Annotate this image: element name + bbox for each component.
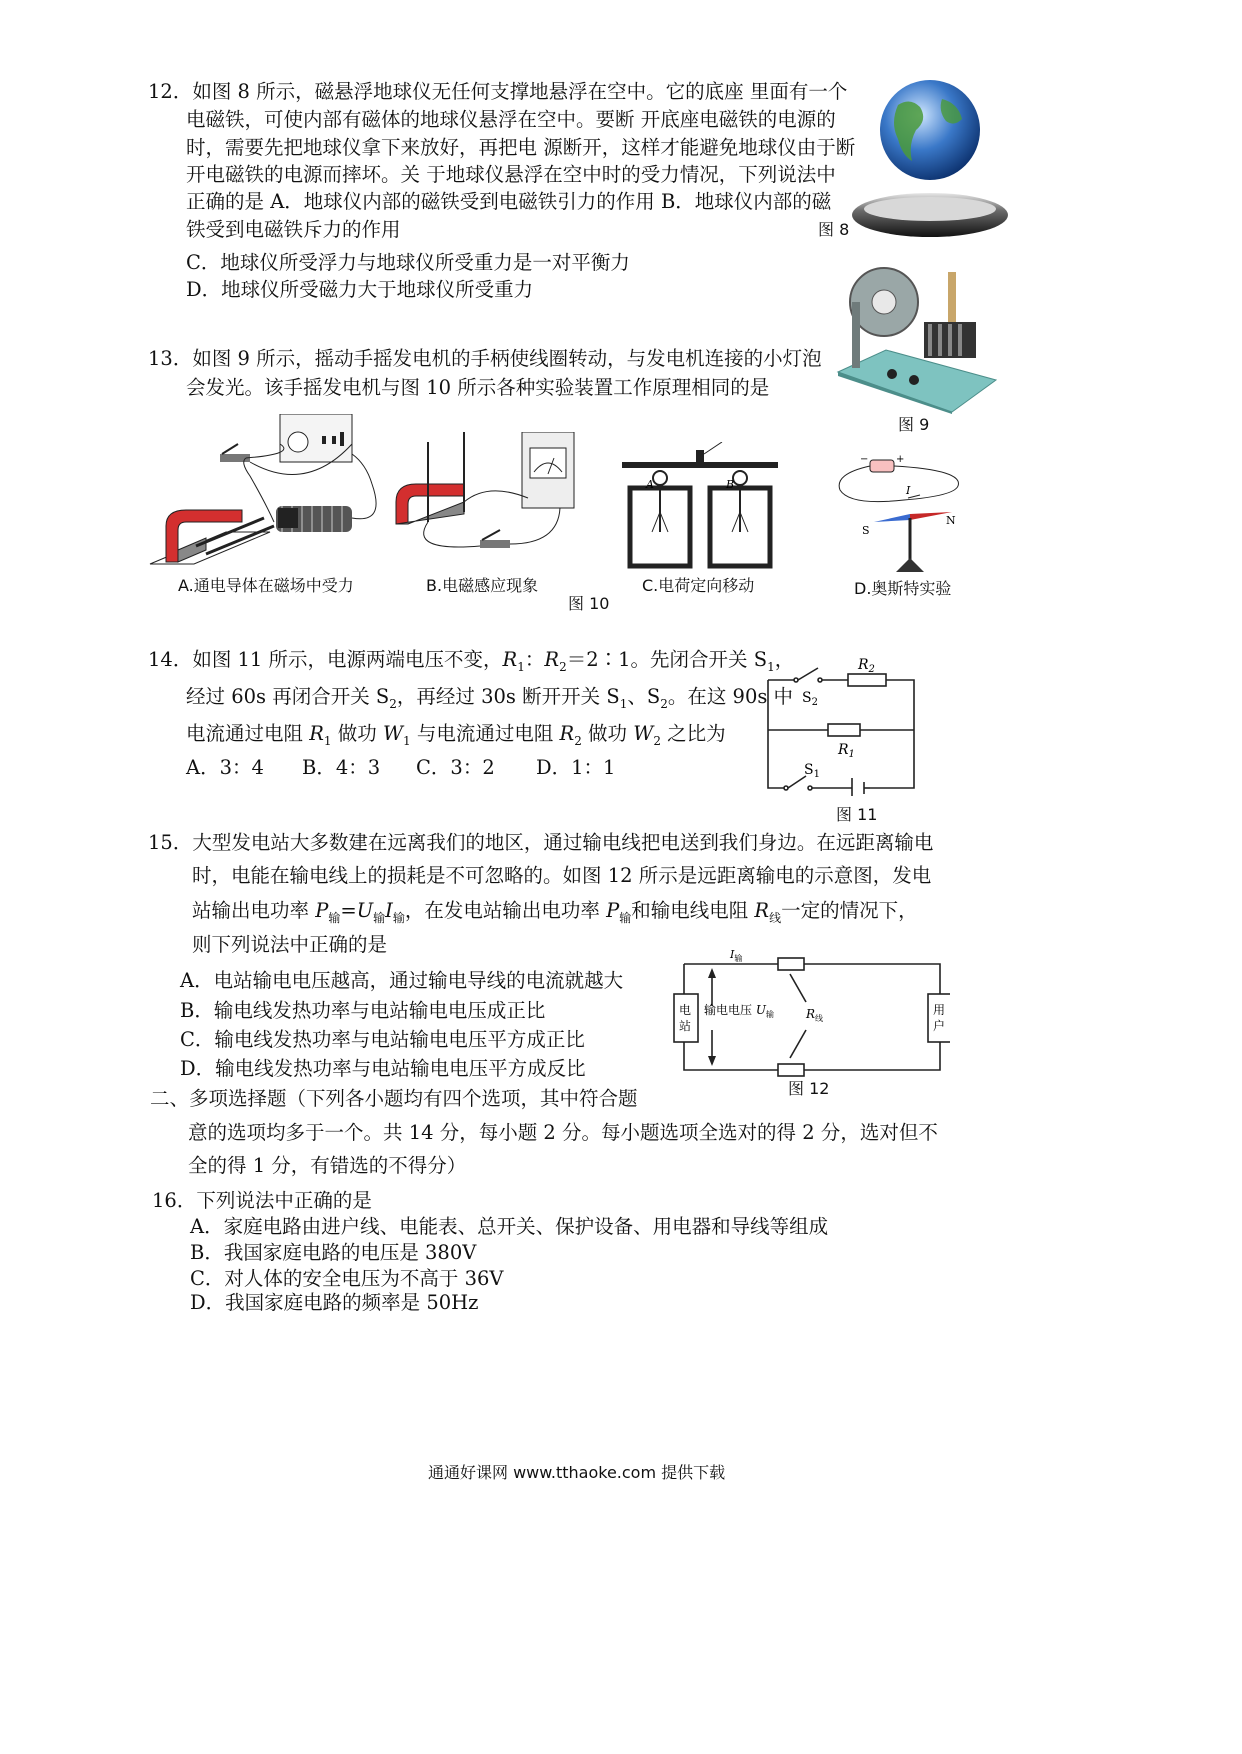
q15-line-3: 站输出电功率 $P_输=U_输I_输$，在发电站输出电功率 $P_输$和输电线电阻 $R_线$一定的情况下，	[192, 899, 918, 925]
q15-option-c: C．输电线发热功率与电站输电电压平方成正比	[180, 1028, 585, 1051]
q14-line-3: 电流通过电阻 $R_1$ 做功 $W_1$ 与电流通过电阻 $R_2$ 做功 $W_2$ 之比为	[186, 722, 726, 748]
q14-option-d: D．1：1	[536, 756, 616, 779]
q16-option-d: D．我国家庭电路的频率是 50Hz	[190, 1291, 479, 1314]
label-current: $I_输$	[730, 950, 743, 963]
figure-10b-apparatus	[388, 432, 578, 570]
figure-9-label: 图 9	[898, 415, 930, 434]
q15-option-a: A．电站输电电压越高，通过输电导线的电流就越大	[180, 969, 624, 992]
section-2-line-3: 全的得 1 分，有错选的不得分）	[188, 1154, 467, 1177]
svg-text:−: −	[860, 454, 869, 465]
q13-line-2: 会发光。该手摇发电机与图 10 所示各种实验装置工作原理相同的是	[186, 376, 770, 399]
q15-line-2: 时，电能在输电线上的损耗是不可忽略的。如图 12 所示是远距离输电的示意图，发电	[192, 864, 932, 887]
label-station-2: 站	[679, 1019, 692, 1033]
q15-line-4: 则下列说法中正确的是	[192, 933, 388, 956]
label-s1: $S_1$	[804, 762, 820, 780]
section-2-line-1: 二、多项选择题（下列各小题均有四个选项，其中符合题	[150, 1087, 638, 1110]
figure-8-label: 图 8	[818, 220, 850, 239]
label-station-1: 电	[679, 1003, 692, 1017]
label-a: A	[646, 478, 654, 491]
q12-option-d: D．地球仪所受磁力大于地球仪所受重力	[186, 278, 534, 301]
q16-option-b: B．我国家庭电路的电压是 380V	[190, 1241, 477, 1264]
figure-10a-apparatus	[146, 414, 382, 576]
label-r2: $R_2$	[858, 657, 875, 675]
figure-11-label: 图 11	[836, 805, 878, 824]
label-voltage: 输电电压 $U_输$	[704, 1003, 774, 1019]
q15-option-d: D．输电线发热功率与电站输电电压平方成反比	[180, 1057, 586, 1080]
q13-line-1: 13．如图 9 所示，摇动手摇发电机的手柄使线圈转动，与发电机连接的小灯泡	[148, 347, 822, 370]
svg-text:+: +	[896, 454, 905, 465]
q14-option-b: B．4：3	[302, 756, 381, 779]
figure-12-transmission	[670, 950, 950, 1080]
q12-line-1: 12．如图 8 所示，磁悬浮地球仪无任何支撑地悬浮在空中。它的底座 里面有一个	[148, 80, 848, 103]
label-b: B	[726, 478, 735, 491]
q16-option-c: C．对人体的安全电压为不高于 36V	[190, 1267, 504, 1290]
q15-line-1: 15．大型发电站大多数建在远离我们的地区，通过输电线把电送到我们身边。在远距离输电	[148, 831, 934, 854]
q12-line-5: 正确的是 A．地球仪内部的磁铁受到电磁铁引力的作用 B．地球仪内部的磁	[186, 190, 832, 213]
q16-option-a: A．家庭电路由进户线、电能表、总开关、保护设备、用电器和导线等组成	[190, 1215, 829, 1238]
figure-10-label: 图 10	[568, 594, 610, 613]
q12-line-6: 铁受到电磁铁斥力的作用	[186, 218, 401, 241]
q12-option-c: C．地球仪所受浮力与地球仪所受重力是一对平衡力	[186, 251, 630, 274]
label-s: S	[862, 524, 870, 537]
caption-10b: B.电磁感应现象	[426, 576, 539, 595]
label-user-1: 用	[933, 1003, 946, 1017]
q14-line-1: 14．如图 11 所示，电源两端电压不变，$R_1$：$R_2=2∶1$。先闭合开关 $S_1$，	[148, 648, 795, 674]
label-n: N	[946, 514, 956, 527]
label-r1: $R_1$	[838, 742, 855, 760]
label-user-2: 户	[933, 1019, 946, 1033]
q15-option-b: B．输电线发热功率与电站输电电压成正比	[180, 999, 546, 1022]
figure-11-circuit	[762, 654, 922, 796]
label-line-resistance: $R_线$	[806, 1007, 824, 1023]
q14-line-2: 经过 60s 再闭合开关 $S_2$，再经过 30s 断开开关 $S_1$、$S_2$。在这 90s 中	[186, 685, 794, 711]
page-footer: 通通好课网 www.tthaoke.com 提供下载	[428, 1463, 726, 1482]
q12-line-2: 电磁铁，可使内部有磁体的地球仪悬浮在空中。要断 开底座电磁铁的电源的	[186, 108, 836, 131]
figure-9-hand-generator	[832, 262, 998, 414]
figure-8-globe	[850, 75, 1010, 245]
q14-option-a: A．3：4	[186, 756, 264, 779]
label-i: I	[906, 484, 911, 497]
caption-10c: C.电荷定向移动	[642, 576, 755, 595]
caption-10d: D.奥斯特实验	[854, 579, 952, 598]
caption-10a: A.通电导体在磁场中受力	[178, 576, 354, 595]
q12-line-4: 开电磁铁的电源而摔坏。关 于地球仪悬浮在空中时的受力情况，下列说法中	[186, 163, 836, 186]
figure-10d-oersted	[834, 450, 974, 582]
section-2-line-2: 意的选项均多于一个。共 14 分，每小题 2 分。每小题选项全选对的得 2 分，选对但不	[188, 1121, 938, 1144]
figure-10c-apparatus	[622, 442, 778, 574]
label-s2: $S_2$	[802, 690, 818, 708]
q14-option-c: C．3：2	[416, 756, 495, 779]
q16-stem: 16．下列说法中正确的是	[152, 1189, 372, 1212]
q12-line-3: 时，需要先把地球仪拿下来放好，再把电 源断开，这样才能避免地球仪由于断	[186, 136, 856, 159]
figure-12-label: 图 12	[788, 1079, 830, 1098]
